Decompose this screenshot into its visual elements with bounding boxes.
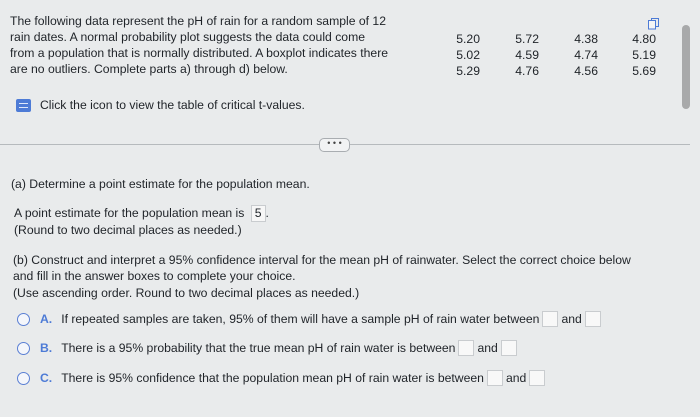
problem-line-4: are no outliers. Complete parts a) through d) below. xyxy=(10,62,288,76)
data-cell: 4.80 xyxy=(632,32,656,46)
problem-line-1: The following data represent the pH of rain for a random sample of 12 xyxy=(10,14,386,28)
critical-values-label: Click the icon to view the table of critical t-values. xyxy=(40,98,305,112)
choice-a[interactable] xyxy=(17,311,604,327)
data-cell: 5.20 xyxy=(456,32,480,46)
table-icon[interactable] xyxy=(16,99,31,112)
and-label: and xyxy=(477,341,498,355)
part-a-answer xyxy=(14,205,269,222)
radio-button[interactable] xyxy=(17,313,30,326)
data-cell: 5.29 xyxy=(456,64,480,78)
lower-bound-input[interactable] xyxy=(542,311,558,327)
choice-b[interactable] xyxy=(17,340,520,356)
problem-line-3: from a population that is normally distributed. A boxplot indicates there xyxy=(10,46,389,60)
data-cell: 5.19 xyxy=(632,48,656,62)
choice-text: There is 95% confidence that the population mean pH of rain water is between xyxy=(61,371,484,385)
data-cell: 5.02 xyxy=(456,48,480,62)
scrollbar-thumb[interactable] xyxy=(682,25,690,109)
part-a-period: . xyxy=(265,206,269,220)
choice-text: If repeated samples are taken, 95% of them will have a sample pH of rain water between xyxy=(61,312,540,326)
data-cell: 4.74 xyxy=(574,48,598,62)
data-column-3 xyxy=(558,31,598,79)
lower-bound-input[interactable] xyxy=(458,340,474,356)
data-cell: 4.76 xyxy=(515,64,539,78)
choice-c[interactable] xyxy=(17,370,548,386)
data-cell: 5.69 xyxy=(632,64,656,78)
part-b-note: (Use ascending order. Round to two decimal places as needed.) xyxy=(13,286,360,300)
problem-line-2: rain dates. A normal probability plot suggests the data could come xyxy=(10,30,366,44)
choice-letter: B. xyxy=(40,341,53,355)
data-column-1 xyxy=(440,31,480,79)
upper-bound-input[interactable] xyxy=(529,370,545,386)
data-column-4 xyxy=(616,31,656,79)
choice-text: There is a 95% probability that the true mean pH of rain water is between xyxy=(61,341,456,355)
radio-button[interactable] xyxy=(17,372,30,385)
and-label: and xyxy=(561,312,582,326)
critical-values-link[interactable] xyxy=(16,97,305,113)
data-cell: 4.56 xyxy=(574,64,598,78)
part-a-question: (a) Determine a point estimate for the population mean. xyxy=(11,177,310,191)
data-column-2 xyxy=(499,31,539,79)
upper-bound-input[interactable] xyxy=(585,311,601,327)
lower-bound-input[interactable] xyxy=(487,370,503,386)
expand-button[interactable]: • • • xyxy=(319,138,350,152)
data-cell: 4.38 xyxy=(574,32,598,46)
copy-icon[interactable] xyxy=(648,18,659,30)
part-a-answer-label: A point estimate for the population mean is xyxy=(14,206,245,220)
and-label: and xyxy=(505,371,527,385)
part-b-question-line-1: (b) Construct and interpret a 95% confidence interval for the mean pH of rainwater. Select the correct choice below xyxy=(13,253,631,267)
part-a-note: (Round to two decimal places as needed.) xyxy=(14,223,242,237)
radio-button[interactable] xyxy=(17,342,30,355)
data-cell: 4.59 xyxy=(515,48,539,62)
data-cell: 5.72 xyxy=(515,32,539,46)
upper-bound-input[interactable] xyxy=(501,340,517,356)
part-b-question-line-2: and fill in the answer boxes to complete your choice. xyxy=(13,269,296,283)
choice-letter: C. xyxy=(40,371,53,385)
problem-statement xyxy=(10,13,425,77)
point-estimate-field[interactable]: 5 xyxy=(251,205,266,222)
choice-letter: A. xyxy=(40,312,53,326)
